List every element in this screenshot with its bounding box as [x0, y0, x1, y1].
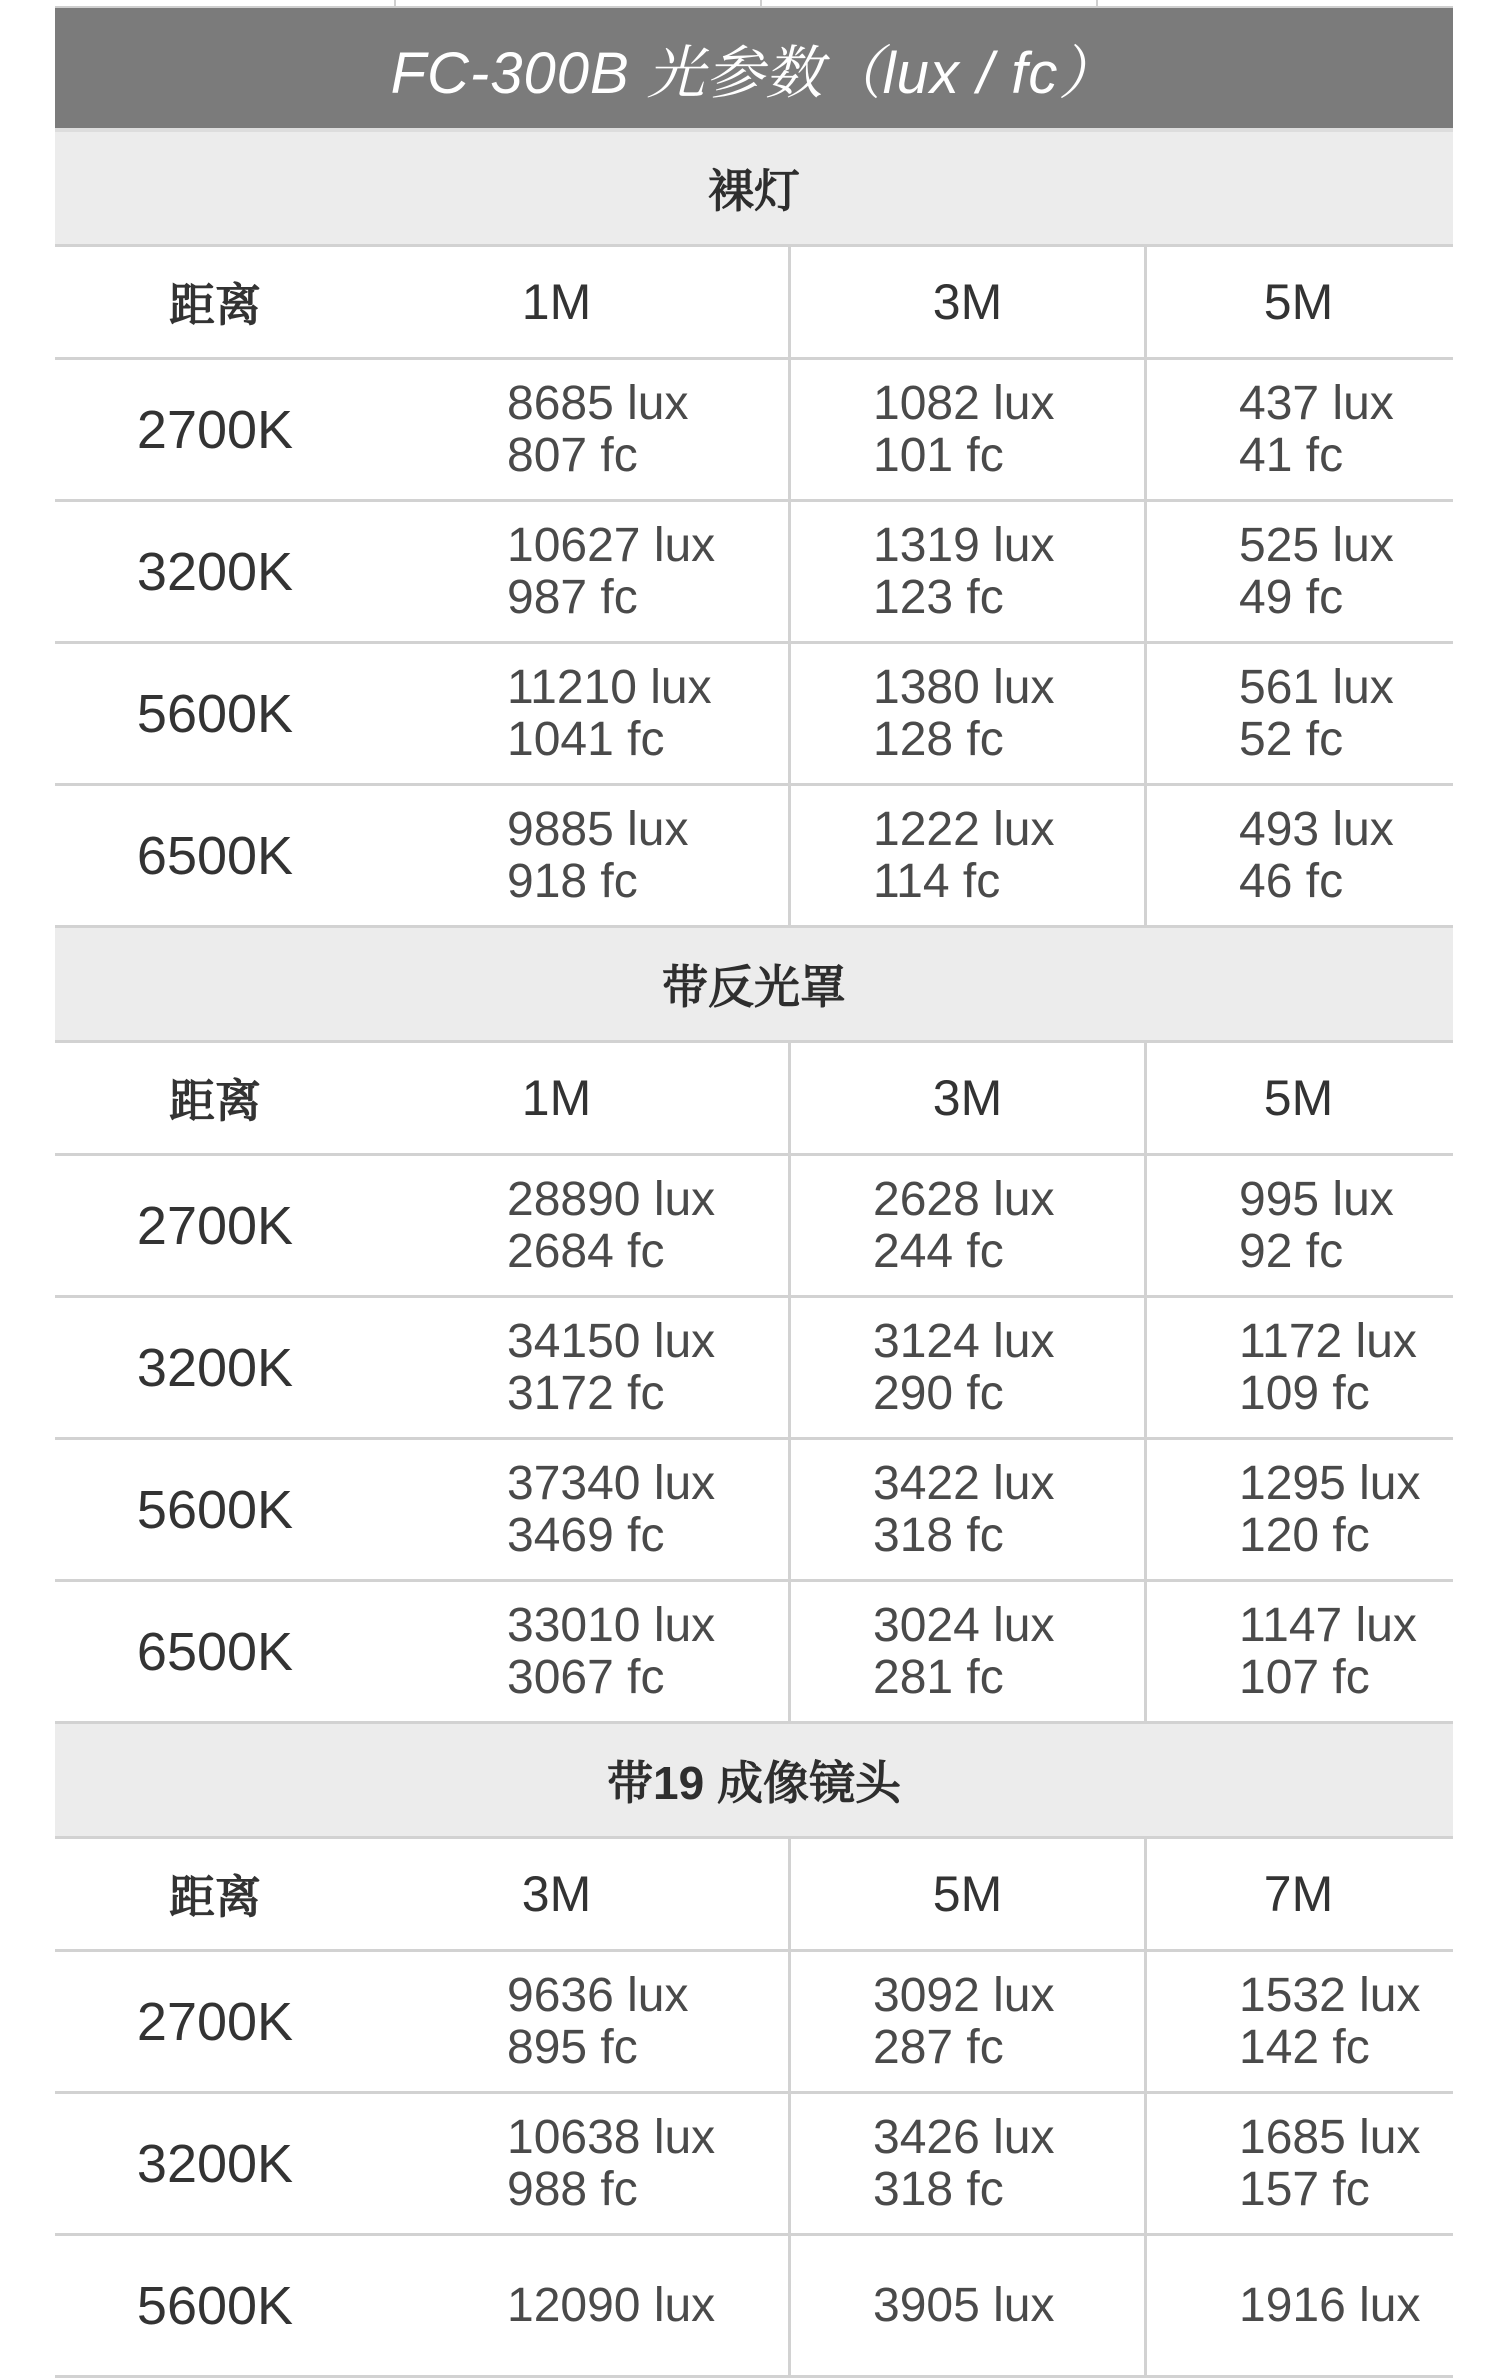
- distance-header: 1M: [375, 1043, 791, 1153]
- value-stack: [507, 662, 712, 766]
- fc-value: 123 fc: [873, 570, 1004, 624]
- value-stack: [1239, 1600, 1417, 1704]
- lux-value: 28890 lux: [507, 1172, 716, 1226]
- value-stack: [1239, 1970, 1420, 2074]
- value-cell: [375, 360, 791, 499]
- value-cell: [791, 360, 1147, 499]
- table-row: [55, 502, 1453, 644]
- fc-value: 3469 fc: [507, 1508, 665, 1562]
- fc-value: 109 fc: [1239, 1366, 1370, 1420]
- fc-value: 1041 fc: [507, 712, 665, 766]
- value-stack: [1239, 378, 1394, 482]
- fc-value: 3172 fc: [507, 1366, 665, 1420]
- section-title: 带反光罩: [55, 928, 1453, 1043]
- value-cell: [375, 1156, 791, 1295]
- table-row: [55, 2236, 1453, 2378]
- value-cell: [375, 1298, 791, 1437]
- value-stack: [873, 1174, 1054, 1278]
- lux-value: 8685 lux: [507, 376, 689, 430]
- value-stack: [873, 378, 1054, 482]
- distance-header: 5M: [1263, 274, 1334, 330]
- value-stack: [1239, 2112, 1420, 2216]
- fc-value: 987 fc: [507, 570, 638, 624]
- value-stack: [507, 1600, 715, 1704]
- value-cell: [1147, 1582, 1450, 1721]
- header-row: [55, 247, 1453, 360]
- value-stack: [507, 804, 688, 908]
- value-cell: [791, 786, 1147, 925]
- header-row: [55, 1839, 1453, 1952]
- value-cell: [791, 1952, 1147, 2091]
- value-stack: [1239, 662, 1394, 766]
- lux-value: 12090 lux: [507, 2278, 716, 2332]
- lux-value: 9885 lux: [507, 802, 689, 856]
- color-temp: 6500K: [136, 1621, 294, 1682]
- lux-value: 10627 lux: [507, 518, 716, 572]
- fc-value: 101 fc: [873, 428, 1004, 482]
- lux-value: 561 lux: [1239, 660, 1394, 714]
- value-cell: [1147, 502, 1450, 641]
- table-row: [55, 1298, 1453, 1440]
- table-row: [55, 786, 1453, 928]
- value-stack: [507, 1316, 715, 1420]
- value-cell: [1147, 360, 1450, 499]
- value-stack: [1239, 1174, 1394, 1278]
- fc-value: 49 fc: [1239, 570, 1344, 624]
- spec-sheet: [55, 8, 1453, 2378]
- table-row: [55, 1582, 1453, 1724]
- value-cell: [1147, 2236, 1450, 2375]
- top-border-tick: [1096, 0, 1098, 8]
- value-stack: [873, 1458, 1054, 1562]
- fc-value: 107 fc: [1239, 1650, 1370, 1704]
- table-row: [55, 2094, 1453, 2236]
- lux-value: 2628 lux: [873, 1172, 1055, 1226]
- value-cell: [1147, 644, 1450, 783]
- fc-value: 918 fc: [507, 854, 638, 908]
- value-stack: [507, 1970, 688, 2074]
- lux-value: 995 lux: [1239, 1172, 1394, 1226]
- table-row: [55, 644, 1453, 786]
- value-stack: [873, 804, 1054, 908]
- distance-header: 3M: [791, 247, 1147, 357]
- header-row: [55, 1043, 1453, 1156]
- distance-label: 距离: [169, 1871, 261, 1923]
- table-row: [55, 1440, 1453, 1582]
- color-temp: 3200K: [136, 1337, 294, 1398]
- lux-value: 34150 lux: [507, 1314, 716, 1368]
- value-stack: [507, 378, 688, 482]
- value-cell: [1147, 1298, 1450, 1437]
- distance-label: 距离: [169, 1075, 261, 1127]
- distance-label: 距离: [169, 279, 261, 331]
- lux-value: 1685 lux: [1239, 2110, 1421, 2164]
- value-stack: [873, 662, 1054, 766]
- table-row: [55, 360, 1453, 502]
- lux-value: 1222 lux: [873, 802, 1055, 856]
- color-temp: 2700K: [136, 1195, 294, 1256]
- fc-value: 142 fc: [1239, 2020, 1370, 2074]
- value-stack: [507, 1174, 715, 1278]
- lux-value: 1319 lux: [873, 518, 1055, 572]
- value-cell: [375, 1440, 791, 1579]
- color-temp: 3200K: [136, 2133, 294, 2194]
- fc-value: 318 fc: [873, 2162, 1004, 2216]
- value-cell: [375, 1582, 791, 1721]
- lux-value: 1532 lux: [1239, 1968, 1421, 2022]
- lux-value: 525 lux: [1239, 518, 1394, 572]
- value-stack: [507, 2280, 715, 2332]
- fc-value: 895 fc: [507, 2020, 638, 2074]
- fc-value: 46 fc: [1239, 854, 1344, 908]
- fc-value: 120 fc: [1239, 1508, 1370, 1562]
- section-title: 裸灯: [55, 132, 1453, 247]
- value-stack: [1239, 1458, 1420, 1562]
- distance-header: 3M: [791, 1043, 1147, 1153]
- lux-value: 33010 lux: [507, 1598, 716, 1652]
- value-stack: [873, 520, 1054, 624]
- value-cell: [1147, 1156, 1450, 1295]
- lux-value: 1916 lux: [1239, 2278, 1421, 2332]
- value-cell: [375, 2236, 791, 2375]
- top-border-tick: [394, 0, 396, 8]
- lux-value: 3124 lux: [873, 1314, 1055, 1368]
- lux-value: 3422 lux: [873, 1456, 1055, 1510]
- color-temp: 6500K: [136, 825, 294, 886]
- value-stack: [507, 520, 715, 624]
- value-cell: [1147, 786, 1450, 925]
- value-stack: [1239, 2280, 1420, 2332]
- value-stack: [1239, 520, 1394, 624]
- value-stack: [873, 1316, 1054, 1420]
- value-cell: [375, 502, 791, 641]
- lux-value: 493 lux: [1239, 802, 1394, 856]
- value-stack: [507, 2112, 715, 2216]
- fc-value: 3067 fc: [507, 1650, 665, 1704]
- value-cell: [791, 1582, 1147, 1721]
- lux-value: 3905 lux: [873, 2278, 1055, 2332]
- fc-value: 128 fc: [873, 712, 1004, 766]
- distance-header: 1M: [375, 247, 791, 357]
- fc-value: 52 fc: [1239, 712, 1344, 766]
- value-stack: [873, 1600, 1054, 1704]
- value-cell: [375, 786, 791, 925]
- color-temp: 2700K: [136, 399, 294, 460]
- value-cell: [791, 1440, 1147, 1579]
- value-cell: [791, 2094, 1147, 2233]
- value-stack: [873, 2280, 1054, 2332]
- table-row: [55, 1156, 1453, 1298]
- top-border-tick: [760, 0, 762, 8]
- fc-value: 287 fc: [873, 2020, 1004, 2074]
- color-temp: 2700K: [136, 1991, 294, 2052]
- color-temp: 5600K: [136, 2275, 294, 2336]
- lux-value: 1147 lux: [1239, 1598, 1417, 1652]
- value-stack: [1239, 1316, 1417, 1420]
- lux-value: 11210 lux: [507, 660, 712, 714]
- lux-value: 3092 lux: [873, 1968, 1055, 2022]
- lux-value: 10638 lux: [507, 2110, 716, 2164]
- fc-value: 114 fc: [873, 854, 1001, 908]
- sheet-title: FC-300B 光参数（lux / fc）: [55, 8, 1453, 132]
- value-cell: [791, 2236, 1147, 2375]
- fc-value: 807 fc: [507, 428, 638, 482]
- lux-value: 1082 lux: [873, 376, 1055, 430]
- top-border: [0, 0, 1500, 8]
- value-cell: [1147, 1952, 1450, 2091]
- sections: [55, 132, 1453, 2378]
- table-row: [55, 1952, 1453, 2094]
- fc-value: 2684 fc: [507, 1224, 665, 1278]
- section-title: 带19 成像镜头: [55, 1724, 1453, 1839]
- value-cell: [791, 502, 1147, 641]
- lux-value: 1295 lux: [1239, 1456, 1421, 1510]
- lux-value: 3426 lux: [873, 2110, 1055, 2164]
- value-cell: [791, 644, 1147, 783]
- fc-value: 92 fc: [1239, 1224, 1344, 1278]
- fc-value: 988 fc: [507, 2162, 638, 2216]
- color-temp: 5600K: [136, 683, 294, 744]
- value-stack: [873, 1970, 1054, 2074]
- lux-value: 1380 lux: [873, 660, 1055, 714]
- fc-value: 318 fc: [873, 1508, 1004, 1562]
- distance-header: 5M: [1263, 1070, 1334, 1126]
- value-stack: [873, 2112, 1054, 2216]
- color-temp: 3200K: [136, 541, 294, 602]
- fc-value: 281 fc: [873, 1650, 1004, 1704]
- value-cell: [1147, 2094, 1450, 2233]
- lux-value: 437 lux: [1239, 376, 1394, 430]
- fc-value: 157 fc: [1239, 2162, 1370, 2216]
- lux-value: 3024 lux: [873, 1598, 1055, 1652]
- distance-header: 7M: [1263, 1866, 1334, 1922]
- color-temp: 5600K: [136, 1479, 294, 1540]
- lux-value: 1172 lux: [1239, 1314, 1417, 1368]
- fc-value: 244 fc: [873, 1224, 1004, 1278]
- distance-header: 3M: [375, 1839, 791, 1949]
- fc-value: 41 fc: [1239, 428, 1344, 482]
- fc-value: 290 fc: [873, 1366, 1004, 1420]
- value-cell: [375, 1952, 791, 2091]
- lux-value: 37340 lux: [507, 1456, 716, 1510]
- distance-header: 5M: [791, 1839, 1147, 1949]
- value-cell: [375, 644, 791, 783]
- value-stack: [507, 1458, 715, 1562]
- value-stack: [1239, 804, 1394, 908]
- value-cell: [1147, 1440, 1450, 1579]
- lux-value: 9636 lux: [507, 1968, 689, 2022]
- value-cell: [791, 1298, 1147, 1437]
- value-cell: [375, 2094, 791, 2233]
- value-cell: [791, 1156, 1147, 1295]
